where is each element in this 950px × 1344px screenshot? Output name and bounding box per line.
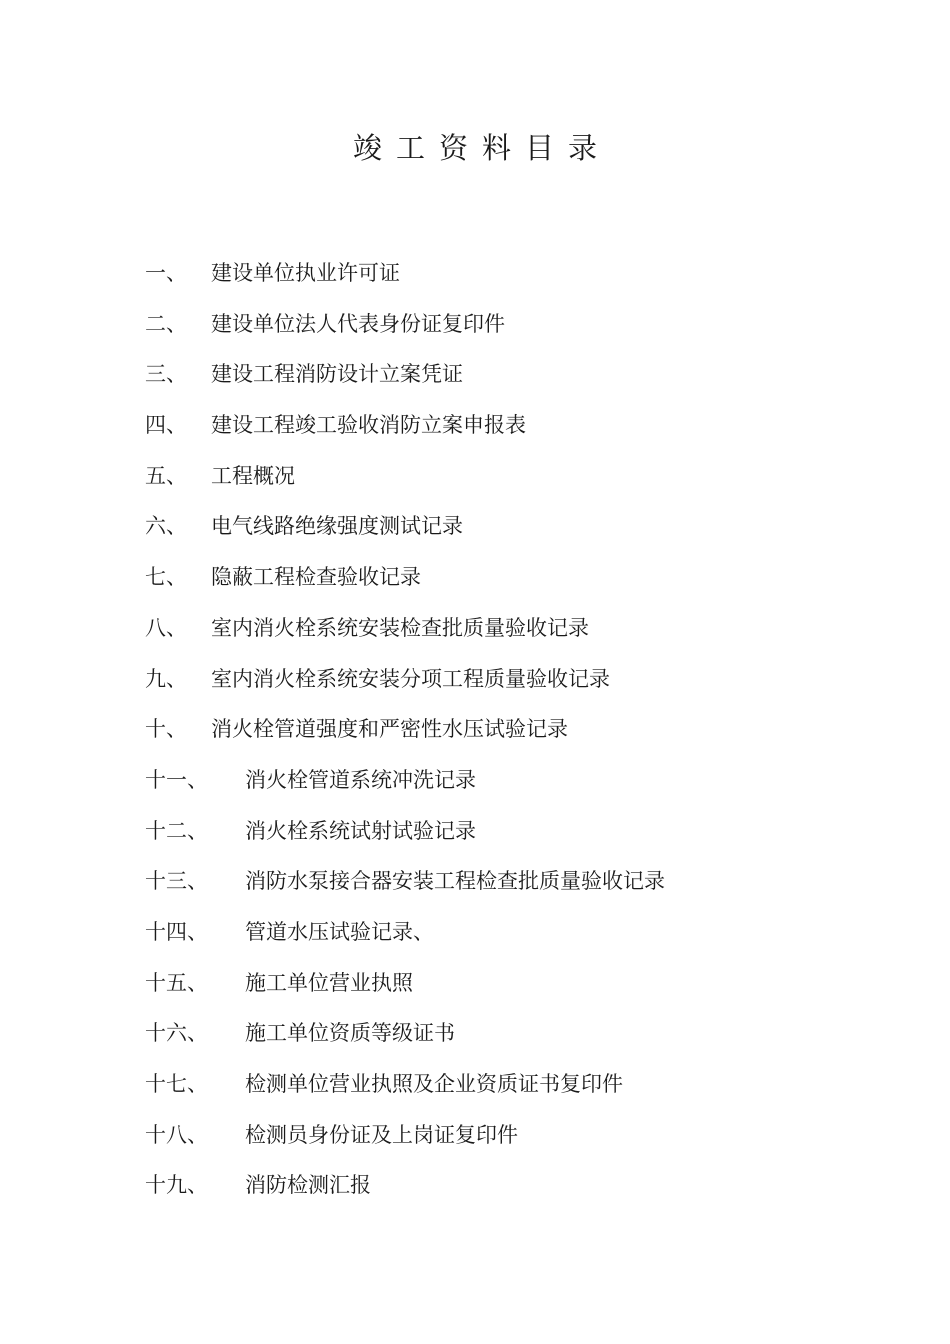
toc-item bbox=[145, 762, 845, 813]
toc-item-text: 消火栓管道强度和严密性水压试验记录 bbox=[211, 717, 568, 742]
toc-item-text: 施工单位营业执照 bbox=[245, 970, 413, 995]
toc-item-text: 消火栓管道系统冲洗记录 bbox=[245, 767, 476, 792]
toc-item-number: 五、 bbox=[145, 463, 187, 488]
toc-item bbox=[145, 610, 845, 661]
toc-item-text: 消火栓系统试射试验记录 bbox=[245, 818, 476, 843]
toc-item-text: 检测员身份证及上岗证复印件 bbox=[245, 1122, 518, 1147]
toc-item bbox=[145, 356, 845, 407]
toc-item-text: 建设工程竣工验收消防立案申报表 bbox=[211, 413, 526, 438]
toc-item bbox=[145, 1066, 845, 1117]
toc-item bbox=[145, 508, 845, 559]
toc-item-text: 室内消火栓系统安装分项工程质量验收记录 bbox=[211, 666, 610, 691]
toc-item-number: 十五、 bbox=[145, 970, 208, 995]
toc-item bbox=[145, 458, 845, 509]
toc-item-text: 消防检测汇报 bbox=[245, 1173, 371, 1198]
document-title: 竣工资料目录 bbox=[352, 131, 611, 165]
toc-item-text: 管道水压试验记录、 bbox=[245, 919, 434, 944]
table-of-contents bbox=[145, 255, 845, 1218]
toc-item-number: 九、 bbox=[145, 666, 187, 691]
toc-item-number: 十六、 bbox=[145, 1021, 208, 1046]
toc-item-text: 工程概况 bbox=[211, 463, 295, 488]
toc-item-number: 十二、 bbox=[145, 818, 208, 843]
toc-item-number: 八、 bbox=[145, 615, 187, 640]
toc-item-text: 建设工程消防设计立案凭证 bbox=[211, 362, 463, 387]
toc-item bbox=[145, 306, 845, 357]
toc-item-number: 六、 bbox=[145, 514, 187, 539]
toc-item bbox=[145, 407, 845, 458]
toc-item-text: 室内消火栓系统安装检查批质量验收记录 bbox=[211, 615, 589, 640]
toc-item-number: 三、 bbox=[145, 362, 187, 387]
toc-item-number: 一、 bbox=[145, 261, 187, 285]
toc-item-text: 施工单位资质等级证书 bbox=[245, 1021, 455, 1046]
toc-item bbox=[145, 965, 845, 1016]
toc-item-number: 十九、 bbox=[145, 1173, 208, 1198]
toc-item bbox=[145, 813, 845, 864]
toc-item bbox=[145, 1167, 845, 1218]
toc-item bbox=[145, 914, 845, 965]
toc-item-text: 电气线路绝缘强度测试记录 bbox=[211, 514, 463, 539]
toc-item-text: 消防水泵接合器安装工程检查批质量验收记录 bbox=[245, 869, 665, 894]
toc-item bbox=[145, 711, 845, 762]
toc-item bbox=[145, 1117, 845, 1168]
toc-item-number: 十四、 bbox=[145, 919, 208, 944]
toc-item-number: 十一、 bbox=[145, 767, 208, 792]
toc-item bbox=[145, 863, 845, 914]
toc-item-text: 隐蔽工程检查验收记录 bbox=[211, 565, 421, 590]
toc-item-text: 建设单位法人代表身份证复印件 bbox=[211, 311, 505, 336]
toc-item-number: 二、 bbox=[145, 311, 187, 336]
toc-item-number: 十、 bbox=[145, 717, 187, 742]
toc-item-number: 十七、 bbox=[145, 1072, 208, 1096]
toc-item bbox=[145, 661, 845, 712]
toc-item-text: 检测单位营业执照及企业资质证书复印件 bbox=[245, 1072, 623, 1096]
toc-item bbox=[145, 255, 845, 306]
toc-item bbox=[145, 559, 845, 610]
toc-item-text: 建设单位执业许可证 bbox=[211, 261, 400, 285]
toc-item-number: 十三、 bbox=[145, 869, 208, 894]
toc-item-number: 七、 bbox=[145, 565, 187, 590]
toc-item-number: 十八、 bbox=[145, 1122, 208, 1147]
toc-item-number: 四、 bbox=[145, 413, 187, 438]
toc-item bbox=[145, 1015, 845, 1066]
